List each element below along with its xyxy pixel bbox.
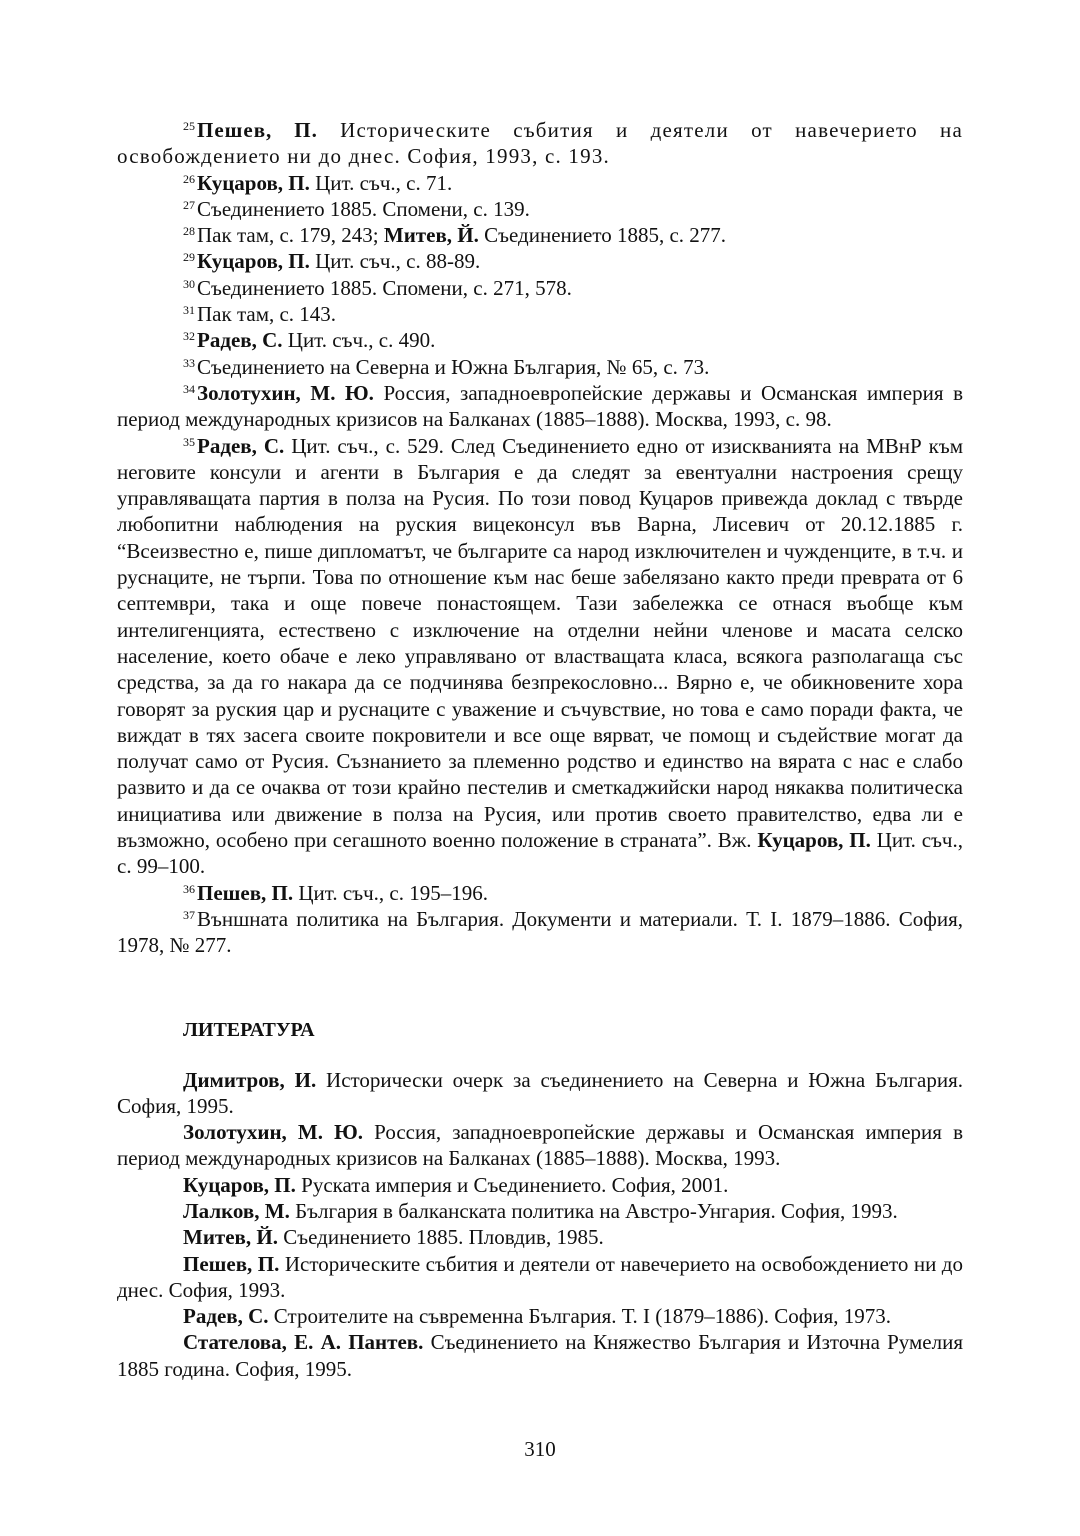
footnote-text: Съединението на Северна и Южна България, № 65, с. 73. — [197, 354, 710, 379]
footnote-31 — [117, 301, 963, 327]
literature-text: Исторически очерк за съединението на Северна и Южна България. София, 1995. — [117, 1067, 964, 1118]
footnote-29 — [117, 248, 963, 274]
footnote-text: Цит. съч., с. 529. След Съединението едно от изискванията на МВнР към неговите консули и агенти в България е да следят за евентуални настроения срещу управляващата партия в полза на Русия. По този повод Куцаров привежда доклад с твърде любопитни наблюдения на руския вицеконсул във Варна, Лисевич от 20.12.1885 г. “Всеизвестно е, пише дипломатът, че българите са народ изключителен и чужденците, в т.ч. и руснаците, не търпи. Това по отношение към нас беше забелязано както преди преврата от 6 септември, така и още повече понастоящем. Тази забележка се отнася въобще към интелигенцията, естествено с изключение на отделни нейни членове и масата селско население, което обаче е леко управлявано от властващата класа, всякога разполагаща със средства, за да го накара да се подчинява безпрекословно... Вярно е, че обикновените хора говорят за руския цар и руснаците с уважение и съчувствие, но това е само поради факта, че виждат в тях засега своите покровители и все още вярват, че помощ и съдействие могат да получат само от Русия. Съзнанието за племенно родство и единство на вярата с нас е слабо развито и да се очаква от този крайно пестелив и сметкаджийски народ някаква политическа инициатива или движение в полза на Русия, или против своето правителство, едва ли е възможно, особено при сегашното военно положение в страната”. Вж. — [117, 433, 963, 853]
footnote-number: 36 — [183, 881, 195, 896]
footnote-author-2: Куцаров, П. — [757, 828, 871, 853]
footnote-text: Съединението 1885. Спомени, с. 139. — [197, 196, 530, 221]
footnote-author: Радев, С. — [197, 433, 285, 458]
footnote-text: Пак там, с. 143. — [197, 302, 337, 327]
literature-author: Радев, С. — [183, 1304, 269, 1329]
footnote-37 — [117, 906, 963, 959]
footnote-text: Цит. съч., с. 71. — [309, 170, 453, 195]
footnote-text: Россия, западноевропейские державы и Османская империя в период международных кризисов на Балканах (1885–1888). Москва, 1993, с. 98. — [117, 380, 963, 432]
footnote-text-2: Цит. съч., с. 99–100. — [117, 828, 963, 879]
footnote-author: Радев, С. — [197, 328, 283, 353]
literature-author: Пешев, П. — [183, 1251, 280, 1276]
footnote-27 — [117, 196, 963, 222]
footnote-35 — [117, 433, 963, 880]
footnote-text: Историческите събития и деятели от навечерието на освобождението ни до днес. София, 1993, с. 193. — [117, 118, 963, 169]
literature-author: Статeлова, Е. А. Пантев. — [183, 1330, 424, 1355]
footnote-text-prefix: Пак там, с. 179, 243; — [197, 223, 384, 248]
footnote-number: 27 — [183, 197, 195, 212]
literature-text: Руската империя и Съединението. София, 2001. — [295, 1172, 729, 1197]
literature-item — [117, 1119, 963, 1172]
footnote-25 — [117, 117, 963, 170]
footnote-number: 34 — [183, 381, 195, 396]
footnote-26 — [117, 170, 963, 196]
footnote-text: Цит. съч., с. 195–196. — [293, 880, 488, 905]
footnote-30 — [117, 275, 963, 301]
footnote-text: Цит. съч., с. 490. — [282, 328, 436, 353]
footnote-number: 31 — [183, 303, 195, 318]
literature-item — [117, 1329, 963, 1382]
literature-author: Димитров, И. — [183, 1067, 317, 1092]
literature-text: Съединението на Княжество България и Източна Румелия 1885 година. София, 1995. — [117, 1330, 963, 1381]
footnote-author: Пешев, П. — [197, 880, 294, 905]
footnote-34 — [117, 380, 963, 433]
literature-text: Россия, западноевропейские державы и Османская империя в период международных кризисов на Балканах (1885–1888). Москва, 1993. — [117, 1120, 963, 1171]
footnote-number: 35 — [183, 434, 195, 449]
page-number: 310 — [524, 1437, 556, 1461]
footnote-author: Куцаров, П. — [197, 170, 310, 195]
footnote-28 — [117, 222, 963, 248]
footnote-number: 30 — [183, 276, 195, 291]
footnote-number: 28 — [183, 224, 195, 239]
footnote-text: Съединението 1885, с. 277. — [478, 223, 727, 248]
footnote-author: Митев, Й. — [383, 223, 479, 248]
footnote-number: 25 — [183, 119, 195, 133]
footnote-author: Золотухин, М. Ю. — [197, 380, 374, 405]
footnote-number: 26 — [183, 171, 195, 186]
footnote-32 — [117, 327, 963, 353]
literature-item — [117, 1251, 963, 1304]
literature-author: Лалков, М. — [183, 1198, 290, 1223]
literature-item — [117, 1303, 963, 1329]
literature-item — [117, 1067, 963, 1120]
literature-item — [117, 1198, 963, 1224]
literature-text: Съединението 1885. Пловдив, 1985. — [277, 1225, 604, 1250]
footnote-number: 33 — [183, 355, 195, 370]
literature-item — [117, 1172, 963, 1198]
footnote-author: Пешев, П. — [197, 118, 318, 142]
literature-text: Историческите събития и деятели от навечерието на освобождението ни до днес. София, 1993. — [117, 1251, 963, 1302]
literature-heading: ЛИТЕРАТУРА — [183, 1018, 315, 1041]
literature-author: Золотухин, М. Ю. — [183, 1120, 364, 1145]
literature-author: Митев, Й. — [183, 1225, 278, 1250]
literature-text: България в балканската политика на Австро-Унгария. София, 1993. — [289, 1198, 898, 1223]
literature-item — [117, 1224, 963, 1250]
footnote-number: 29 — [183, 250, 195, 265]
footnote-number: 32 — [183, 329, 195, 344]
footnote-text: Външната политика на България. Документи и материали. Т. I. 1879–1886. София, 1978, № 277. — [117, 906, 963, 958]
document-page — [117, 117, 963, 1382]
footnote-number: 37 — [183, 907, 195, 922]
footnote-author: Куцаров, П. — [197, 249, 310, 274]
footnote-text: Съединението 1885. Спомени, с. 271, 578. — [197, 275, 572, 300]
footnote-text: Цит. съч., с. 88-89. — [309, 249, 481, 274]
footnote-36 — [117, 880, 963, 906]
literature-author: Куцаров, П. — [183, 1172, 296, 1197]
footnote-33 — [117, 354, 963, 380]
literature-text: Строителите на съвременна България. Т. I (1879–1886). София, 1973. — [268, 1304, 891, 1329]
